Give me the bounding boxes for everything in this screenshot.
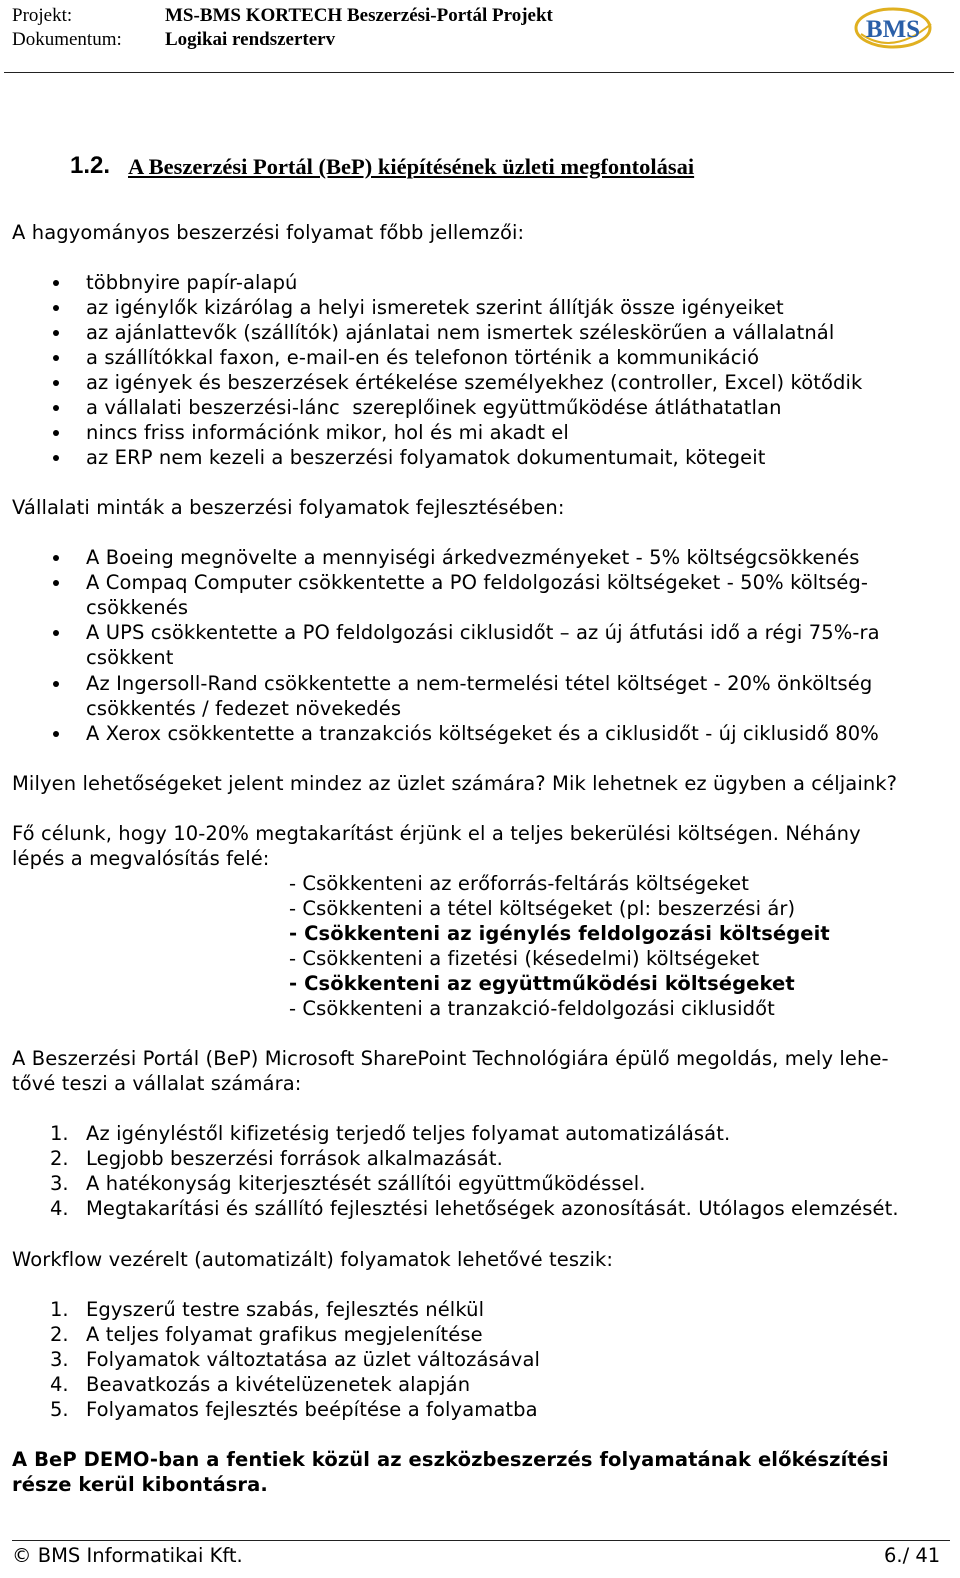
list-item: Az igényléstől kifizetésig terjedő teljes folyamat automatizálását. <box>86 1122 731 1145</box>
list-item: Beavatkozás a kivételüzenetek alapján <box>86 1373 471 1396</box>
list-item-continuation: csökkenés <box>86 596 189 619</box>
section-title: A Beszerzési Portál (BeP) kiépítésének üzleti megfontolásai <box>128 154 695 179</box>
question-paragraph: Milyen lehetőségeket jelent mindez az üzlet számára? Mik lehetnek ez ügyben a céljaink? <box>12 772 898 795</box>
intro-paragraph: A hagyományos beszerzési folyamat főbb jellemzői: <box>12 221 525 244</box>
list-item: A teljes folyamat grafikus megjelenítése <box>86 1323 483 1346</box>
bullet-dot <box>53 280 59 286</box>
list-item: A UPS csökkentette a PO feldolgozási ciklusidőt – az új átfutási idő a régi 75%-ra <box>86 621 880 644</box>
list-item: az igénylők kizárólag a helyi ismeretek szerint állítják össze igényeiket <box>86 296 784 319</box>
project-value: MS-BMS KORTECH Beszerzési-Portál Projekt <box>165 5 553 26</box>
logo-text: BMS <box>865 16 921 43</box>
bullet-dot <box>53 731 59 737</box>
list-item: Folyamatos fejlesztés beépítése a folyamatba <box>86 1398 538 1421</box>
bullet-dot <box>53 330 59 336</box>
bullet-dot <box>53 630 59 636</box>
goal-paragraph-line2: lépés a megvalósítás felé: <box>12 847 270 870</box>
list-item: Egyszerű testre szabás, fejlesztés nélkül <box>86 1298 485 1321</box>
list-number: 3. <box>50 1172 69 1195</box>
list-item: A Compaq Computer csökkentette a PO feldolgozási költségeket - 50% költség- <box>86 571 869 594</box>
step-item: - Csökkenteni a fizetési (késedelmi) költségeket <box>289 947 760 970</box>
bullet-dot <box>53 405 59 411</box>
bullet-dot <box>53 380 59 386</box>
list-number: 1. <box>50 1122 69 1145</box>
list-item: Megtakarítási és szállító fejlesztési lehetőségek azonosítását. Utólagos elemzését. <box>86 1197 899 1220</box>
bullet-dot <box>53 430 59 436</box>
project-label: Projekt: <box>12 5 73 26</box>
list-number: 2. <box>50 1147 69 1170</box>
list-item-continuation: csökkentés / fedezet növekedés <box>86 697 402 720</box>
step-item-bold: - Csökkenteni az együttműködési költségeket <box>289 972 795 995</box>
bullet-dot <box>53 555 59 561</box>
list-item: többnyire papír-alapú <box>86 271 298 294</box>
footer-page-number: 6./ 41 <box>884 1544 941 1567</box>
header-rule <box>4 72 954 73</box>
step-item: - Csökkenteni a tranzakció-feldolgozási ciklusidőt <box>289 997 775 1020</box>
list-number: 3. <box>50 1348 69 1371</box>
list-item: A Boeing megnövelte a mennyiségi árkedvezményeket - 5% költségcsökkenés <box>86 546 860 569</box>
bullet-dot <box>53 355 59 361</box>
step-item: - Csökkenteni az erőforrás-feltárás költségeket <box>289 872 750 895</box>
list-item: az igények és beszerzések értékelése személyekhez (controller, Excel) kötődik <box>86 371 863 394</box>
document-value: Logikai rendszerterv <box>165 29 336 50</box>
section-number: 1.2. <box>70 152 111 179</box>
footer-copyright: © BMS Informatikai Kft. <box>12 1544 243 1567</box>
workflow-intro: Workflow vezérelt (automatizált) folyamatok lehetővé teszik: <box>12 1248 614 1271</box>
list-item: az ERP nem kezeli a beszerzési folyamatok dokumentumait, kötegeit <box>86 446 766 469</box>
list-item: a vállalati beszerzési-lánc szereplőinek együttműködése átláthatatlan <box>86 396 782 419</box>
list-item: A Xerox csökkentette a tranzakciós költségeket és a ciklusidőt - új ciklusidő 80% <box>86 722 879 745</box>
list-number: 4. <box>50 1373 69 1396</box>
bullet-dot <box>53 305 59 311</box>
list-item: a szállítókkal faxon, e-mail-en és telefonon történik a kommunikáció <box>86 346 760 369</box>
closing-line2: része kerül kibontásra. <box>12 1473 268 1496</box>
goal-paragraph-line1: Fő célunk, hogy 10-20% megtakarítást érjünk el a teljes bekerülési költségen. Néhány <box>12 822 861 845</box>
step-item: - Csökkenteni a tétel költségeket (pl: beszerzési ár) <box>289 897 796 920</box>
closing-line1: A BeP DEMO-ban a fentiek közül az eszközbeszerzés folyamatának előkészítési <box>12 1448 889 1471</box>
list-item: Folyamatok változtatása az üzlet változásával <box>86 1348 541 1371</box>
list-number: 2. <box>50 1323 69 1346</box>
bep-paragraph-line1: A Beszerzési Portál (BeP) Microsoft SharePoint Technológiára épülő megoldás, mely lehe- <box>12 1047 889 1070</box>
list-item: nincs friss információnk mikor, hol és mi akadt el <box>86 421 569 444</box>
list-item: Az Ingersoll-Rand csökkentette a nem-termelési tétel költséget - 20% önköltség <box>86 672 873 695</box>
list-item: A hatékonyság kiterjesztését szállítói együttműködéssel. <box>86 1172 646 1195</box>
bullet-dot <box>53 455 59 461</box>
bullet-dot <box>53 681 59 687</box>
bullet-dot <box>53 580 59 586</box>
list-item: az ajánlattevők (szállítók) ajánlatai nem ismertek széleskörűen a vállalatnál <box>86 321 835 344</box>
footer-rule <box>12 1540 950 1541</box>
intro-paragraph-2: Vállalati minták a beszerzési folyamatok fejlesztésében: <box>12 496 565 519</box>
bep-paragraph-line2: tővé teszi a vállalat számára: <box>12 1072 302 1095</box>
list-number: 1. <box>50 1298 69 1321</box>
step-item-bold: - Csökkenteni az igénylés feldolgozási költségeit <box>289 922 830 945</box>
list-item: Legjobb beszerzési források alkalmazását. <box>86 1147 503 1170</box>
bms-logo <box>853 4 937 54</box>
list-number: 5. <box>50 1398 69 1421</box>
document-label: Dokumentum: <box>12 29 122 50</box>
list-item-continuation: csökkent <box>86 646 174 669</box>
list-number: 4. <box>50 1197 69 1220</box>
